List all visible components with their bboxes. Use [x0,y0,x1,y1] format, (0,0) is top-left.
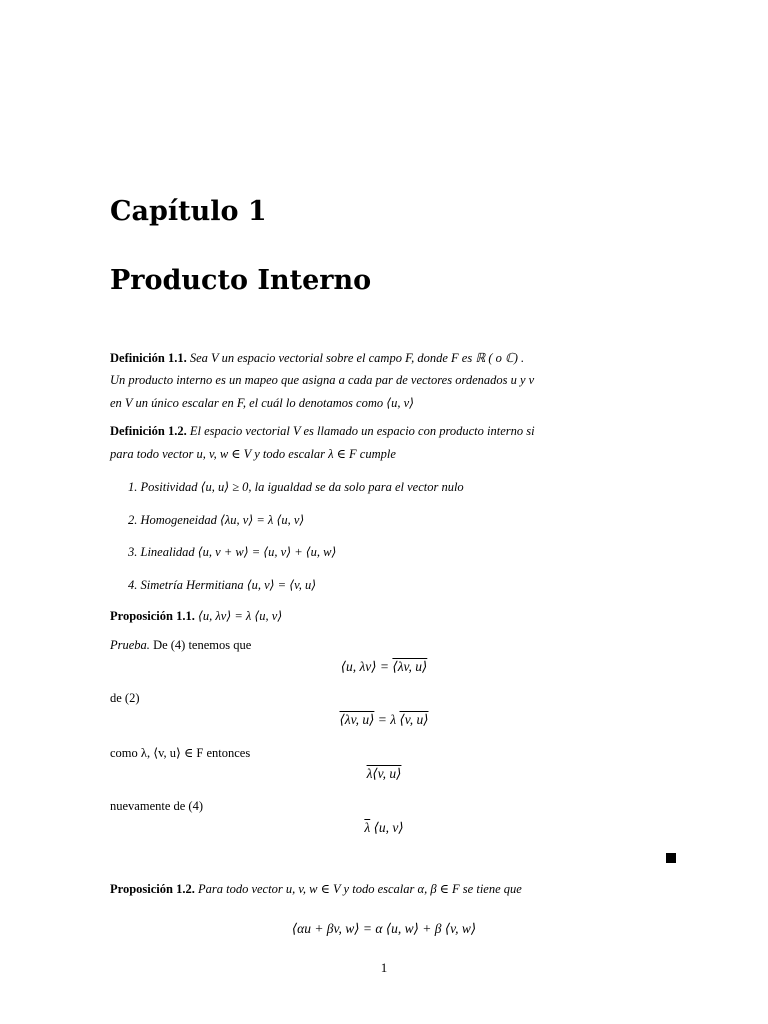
list-item: 2. Homogeneidad ⟨λu, v⟩ = λ ⟨u, v⟩ [128,513,305,527]
definition-text: El espacio vectorial V es llamado un espacio con producto interno si [186,424,535,438]
proof-text-2: de (2) [110,691,140,705]
definition-label: Definición 1.2. [110,424,187,438]
equation-left: ⟨u, λv⟩ = [340,659,393,674]
chapter-heading: Capítulo 1 [110,196,267,227]
proposition-1-2 [110,881,522,897]
list-item-text: 3. Linealidad ⟨u, v + w⟩ = ⟨u, v⟩ + ⟨u, w⟩ [128,545,337,559]
definition-1-1-line-3: en V un único escalar en F, el cuál lo denotamos como ⟨u, v⟩ [110,396,415,410]
qed-square-icon [666,853,676,863]
proposition-statement: ⟨u, λv⟩ = λ ⟨u, v⟩ [194,609,283,623]
definition-1-1 [110,350,524,366]
equation-conjugate: ⟨v, u⟩ [399,712,429,727]
equation-conjugate: λ⟨v, u⟩ [366,766,402,781]
equation-3 [0,766,768,782]
chapter-title: Producto Interno [110,265,372,296]
proposition-label: Proposición 1.1. [110,609,195,623]
definition-label: Definición 1.1. [110,351,187,365]
definition-1-2 [110,424,535,439]
equation-conjugate: ⟨λv, u⟩ [339,712,375,727]
definition-1-1-line-2: Un producto interno es un mapeo que asigna a cada par de vectores ordenados u y v [110,373,535,387]
proposition-label: Proposición 1.2. [110,882,195,896]
equation-5: ⟨αu + βv, w⟩ = α ⟨u, w⟩ + β ⟨v, w⟩ [291,921,477,936]
definition-1-2-line-2: para todo vector u, v, w ∈ V y todo escalar λ ∈ F cumple [110,447,396,461]
equation-4: $\overline{\lambda}$ ⟨u, v⟩ [364,820,404,835]
equation-text: ⟨u, v⟩ [370,820,404,835]
definition-text: Sea V un espacio vectorial sobre el campo F, donde F es ℝ ( o ℂ) . [186,351,525,365]
proof-text-3: como λ, ⟨v, u⟩ ∈ F entonces [110,746,251,760]
proof-intro [110,638,251,653]
list-item: 1. Positividad ⟨u, u⟩ ≥ 0, la igualdad se da solo para el vector nulo [128,480,464,494]
proof-intro-text: De (4) tenemos que [149,638,252,652]
list-item: 4. Simetría Hermitiana ⟨u, v⟩ = ⟨v, u⟩ [128,578,317,592]
proposition-1-1 [110,608,282,624]
proof-text-4: nuevamente de (4) [110,799,204,813]
equation-1 [0,659,768,675]
proof-label: Prueba. [110,638,150,652]
list-item [128,544,336,560]
equation-conjugate: ⟨λv, u⟩ [392,659,428,674]
equation-2: ⟨λv, u⟩ = λ ⟨v, u⟩ [339,712,429,727]
proposition-statement: Para todo vector u, v, w ∈ V y todo escalar α, β ∈ F se tiene que [194,882,522,896]
page-number: 1 [380,960,388,975]
